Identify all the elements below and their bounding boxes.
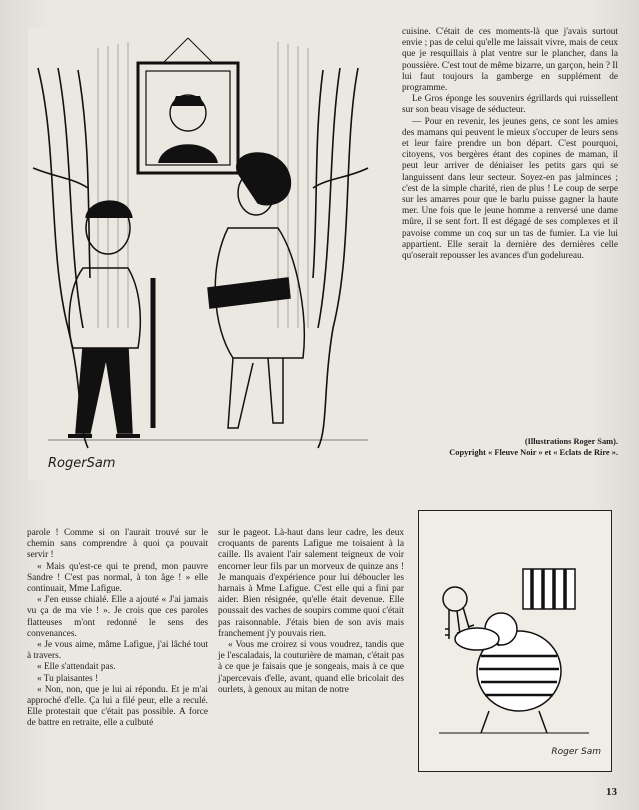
paragraph: parole ! Comme si on l'aurait trouvé sur le chemin sans comprendre à quoi ça pouvait servir ! bbox=[27, 528, 208, 561]
illustration-credits bbox=[400, 437, 618, 458]
paragraph: « Vous me croirez si vous voudrez, tandis que je l'escaladais, la couturière de maman, c'était pas à ce que je faisais que je songeais, mais à ce que j'apercevais d'elle, avant, quand elle bricolait des ourlets, à genoux au mitan de notre bbox=[218, 640, 404, 695]
right-column-text bbox=[402, 27, 618, 262]
paragraph: « Non, non, que je lui ai répondu. Et je m'ai approché d'elle. Ça lui a filé peur, elle a reculé. Elle protestait que c'était pas possible. A force de battre en retraite, elle a culbuté bbox=[27, 684, 208, 729]
paragraph: Le Gros éponge les souvenirs égrillards qui ruissellent sur son beau visage de séducteur. bbox=[402, 94, 618, 116]
boy-figure-icon bbox=[68, 201, 140, 436]
copyright-credit: Copyright « Fleuve Noir » et « Eclats de Rire ». bbox=[449, 447, 618, 457]
left-column-text bbox=[27, 528, 208, 730]
illustrations-credit: (Illustrations Roger Sam). bbox=[524, 437, 618, 446]
top-illustration-signature: RogerSam bbox=[48, 456, 116, 471]
bottom-cartoon bbox=[418, 510, 612, 772]
top-illustration-drawing bbox=[28, 28, 390, 480]
paragraph: « Elle s'attendait pas. bbox=[37, 662, 116, 673]
paragraph: « Tu plaisantes ! bbox=[37, 673, 99, 684]
top-illustration bbox=[28, 28, 390, 480]
palette-icon bbox=[455, 628, 499, 650]
paragraph: sur le pageot. Là-haut dans leur cadre, les deux croquants de parents Lafigue me toisaient à la caille. Ils avaient l'air salement teigneux de voir encorner leur fils par un morveux de quinze ans ! Je manquais d'expérience pour lui déboucler les harnais à Mme Lafigue. C'est elle qui a fini par aider. Bien résignée, qu'elle était devenue. Elle poussait des vaches de soupirs comme quoi c'était pas raisonnable. J'étais bien de son avis mais franchement j'y pouvais rien. bbox=[218, 528, 404, 639]
paragraph: — Pour en revenir, les jeunes gens, ce sont les amies des mamans qui peuvent le mieux s'occuper de leurs sens et leur faire prendre un bon départ. C'est pourquoi, citoyens, vos bergères étant des copines de maman, il peut leur arriver de déniaiser les petits gars qui se languissent dans leur secteur. Soyez-en pas jalminces ; c'est de la simple charité, rien de plus ! Le coup de serpe sur les amarres pour que le barlu puisse gagner la haute mer. Une fois que le jeune homme a renversé une dame mûre, il se sent fort. Il est dégagé de ses complexes et il pavoise comme un coq sur un tas de fumier. La vie lui appartient. Elle serait la dernière des dernières celle qu'oserait repousser les avances d'un godelureau. bbox=[402, 116, 618, 262]
curtain-right-icon bbox=[313, 68, 368, 448]
bottom-cartoon-drawing bbox=[419, 511, 610, 741]
paragraph: « Mais qu'est-ce qui te prend, mon pauvre Sandre ! C'est pas normal, à ton âge ! » elle continuait, Mme Lafigue. bbox=[27, 561, 208, 595]
paragraph: « J'en eusse chialé. Elle a ajouté « J'ai jamais vu ça de ma vie ! ». Je crois que ces paroles flatteuses m'ont redonné le sens des convenances. bbox=[27, 595, 208, 639]
paragraph: « Je vous aime, mâme Lafigue, j'ai lâché tout à travers. bbox=[27, 640, 208, 662]
barred-window-icon bbox=[523, 569, 575, 609]
page-number: 13 bbox=[606, 786, 617, 798]
woman-figure-icon bbox=[153, 153, 304, 428]
paragraph: cuisine. C'était de ces moments-là que j'avais surtout envie ; pas de celui qu'elle me laissait vivre, mais de ceux que je resquillais à plat ventre sur le plancher, dans la poussière. C'est tout de même bizarre, un garçon, hein ? Il lui faut toujours la gamberge en supplément de programme. bbox=[402, 27, 618, 94]
portrait-frame-icon bbox=[138, 38, 238, 173]
bottom-cartoon-signature: Roger Sam bbox=[551, 747, 601, 757]
middle-column-text bbox=[218, 528, 404, 696]
prisoner-figure-icon bbox=[439, 613, 589, 733]
